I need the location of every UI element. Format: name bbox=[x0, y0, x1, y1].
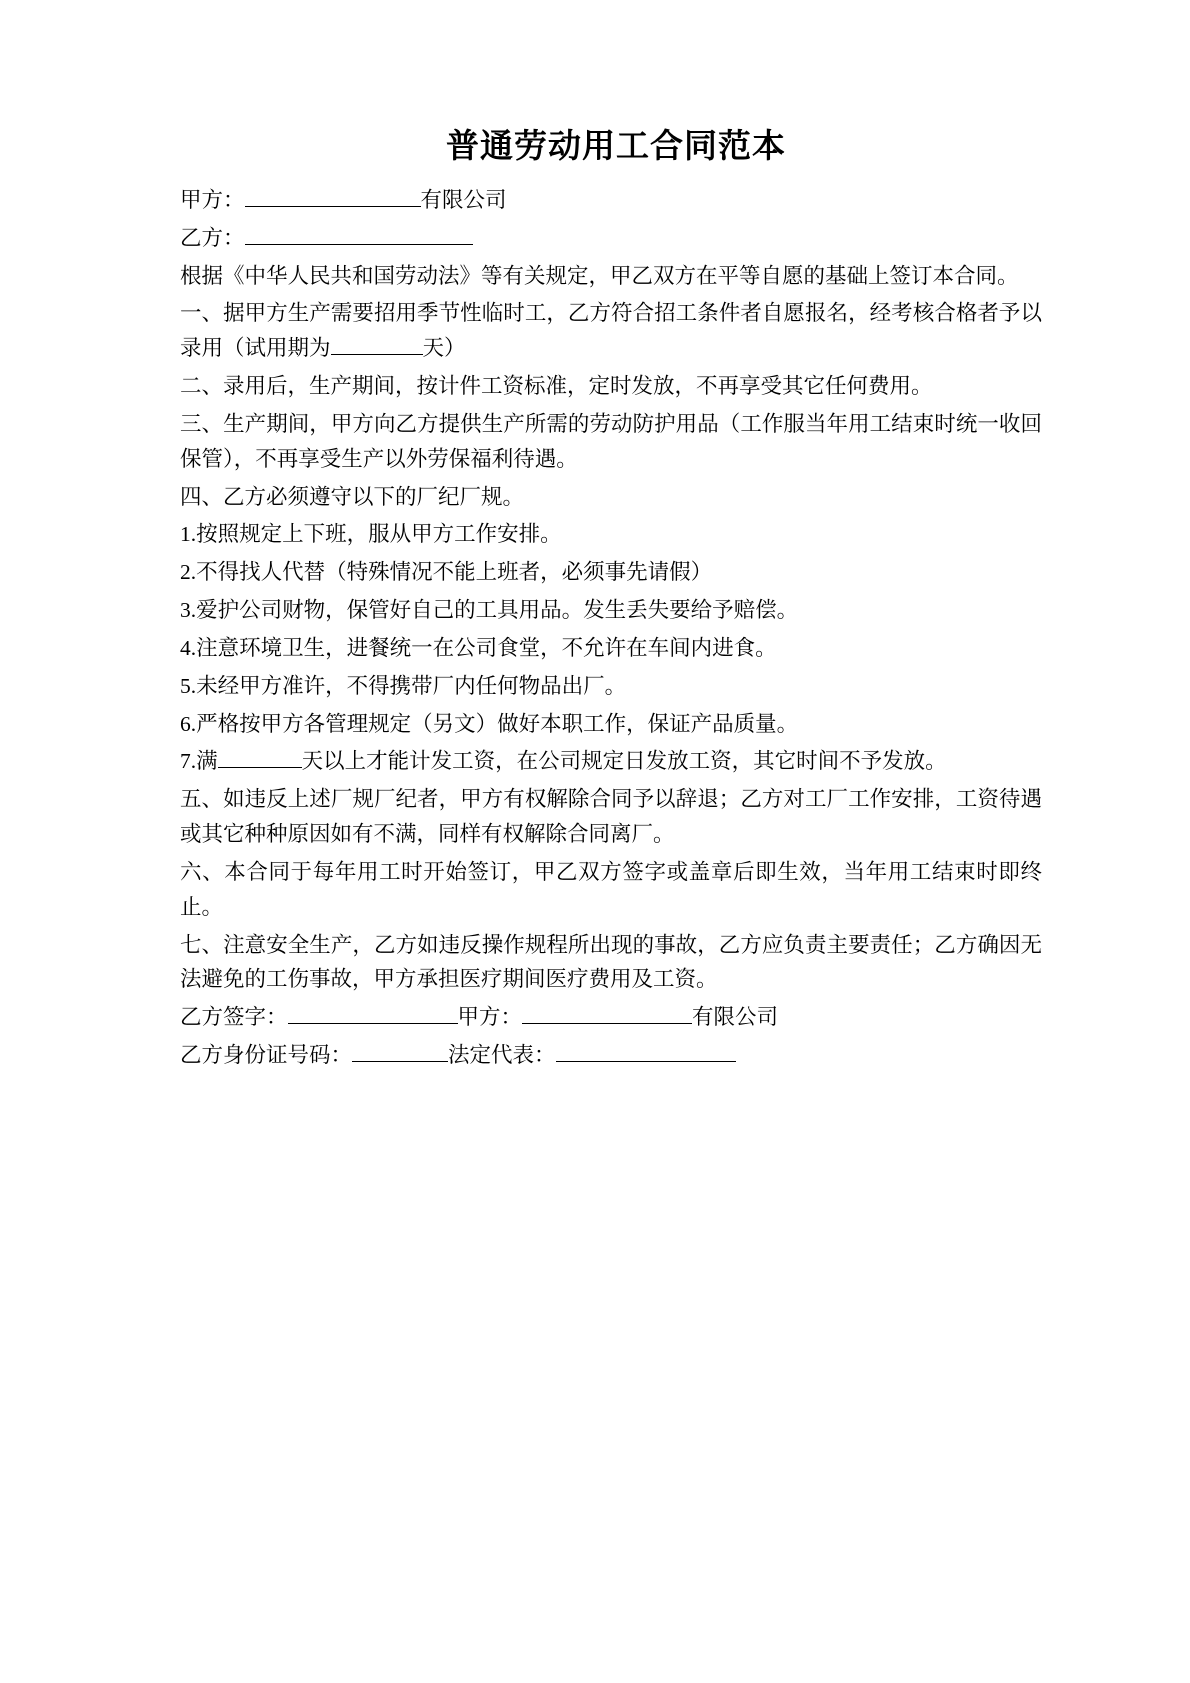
rule-item-6: 6.严格按甲方各管理规定（另文）做好本职工作，保证产品质量。 bbox=[180, 711, 799, 736]
document-body bbox=[180, 183, 1042, 1073]
party-a-label: 甲方： bbox=[180, 188, 245, 212]
party-a-signature-blank[interactable] bbox=[522, 1002, 692, 1025]
clause-1 bbox=[180, 296, 1042, 366]
legal-rep-label: 法定代表： bbox=[448, 1043, 556, 1068]
clause-6: 六、本合同于每年用工时开始签订，甲乙双方签字或盖章后即生效，当年用工结束时即终止。 bbox=[180, 859, 1042, 919]
rule-item-3: 3.爱护公司财物，保管好自己的工具用品。发生丢失要给予赔偿。 bbox=[180, 598, 799, 623]
clause-1-text-before: 一、据甲方生产需要招用季节性临时工，乙方符合招工条件者自愿报名，经考核合格者予以录用（试用期为 bbox=[180, 301, 1042, 361]
id-line bbox=[180, 1038, 1042, 1073]
party-b-label: 乙方： bbox=[180, 225, 245, 250]
party-b-id-label: 乙方身份证号码： bbox=[180, 1043, 353, 1068]
rule-item-4: 4.注意环境卫生，进餐统一在公司食堂，不允许在车间内进食。 bbox=[180, 635, 777, 660]
rule-item-5: 5.未经甲方准许，不得携带厂内任何物品出厂。 bbox=[180, 673, 627, 698]
party-b-line bbox=[180, 221, 1042, 256]
intro-paragraph: 根据《中华人民共和国劳动法》等有关规定，甲乙双方在平等自愿的基础上签订本合同。 bbox=[180, 263, 1019, 288]
minimum-days-blank[interactable] bbox=[218, 746, 302, 769]
rule-7-text-after: 天以上才能计发工资，在公司规定日发放工资，其它时间不予发放。 bbox=[301, 749, 947, 774]
legal-rep-blank[interactable] bbox=[556, 1040, 736, 1063]
party-a-signature-suffix: 有限公司 bbox=[692, 1005, 779, 1030]
clause-4: 四、乙方必须遵守以下的厂纪厂规。 bbox=[180, 484, 525, 509]
clause-7: 七、注意安全生产，乙方如违反操作规程所出现的事故，乙方应负责主要责任；乙方确因无法避免的工伤事故，甲方承担医疗期间医疗费用及工资。 bbox=[180, 932, 1042, 992]
party-b-signature-blank[interactable] bbox=[288, 1002, 458, 1025]
rule-item-1: 1.按照规定上下班，服从甲方工作安排。 bbox=[180, 522, 562, 547]
party-a-line bbox=[180, 183, 1042, 218]
probation-period-blank[interactable] bbox=[331, 333, 423, 356]
clause-3: 三、生产期间，甲方向乙方提供生产所需的劳动防护用品（工作服当年用工结束时统一收回保管），不再享受生产以外劳保福利待遇。 bbox=[180, 411, 1042, 471]
party-a-blank[interactable] bbox=[245, 185, 421, 208]
clause-1-text-after: 天） bbox=[422, 336, 466, 361]
rule-item-2: 2.不得找人代替（特殊情况不能上班者，必须事先请假） bbox=[180, 560, 713, 585]
rule-item-7 bbox=[180, 744, 1042, 779]
clause-5: 五、如违反上述厂规厂纪者，甲方有权解除合同予以辞退；乙方对工厂工作安排，工资待遇或其它种种原因如有不满，同样有权解除合同离厂。 bbox=[180, 787, 1042, 847]
clause-2: 二、录用后，生产期间，按计件工资标准，定时发放，不再享受其它任何费用。 bbox=[180, 374, 933, 399]
party-a-suffix: 有限公司 bbox=[420, 188, 507, 212]
party-b-blank[interactable] bbox=[245, 222, 473, 245]
signature-line bbox=[180, 1000, 1042, 1035]
rule-7-text-before: 7.满 bbox=[180, 749, 218, 774]
party-b-id-blank[interactable] bbox=[352, 1040, 448, 1063]
page-title: 普通劳动用工合同范本 bbox=[446, 127, 786, 164]
party-a-signature-label: 甲方： bbox=[457, 1005, 523, 1030]
party-b-signature-label: 乙方签字： bbox=[180, 1005, 288, 1030]
